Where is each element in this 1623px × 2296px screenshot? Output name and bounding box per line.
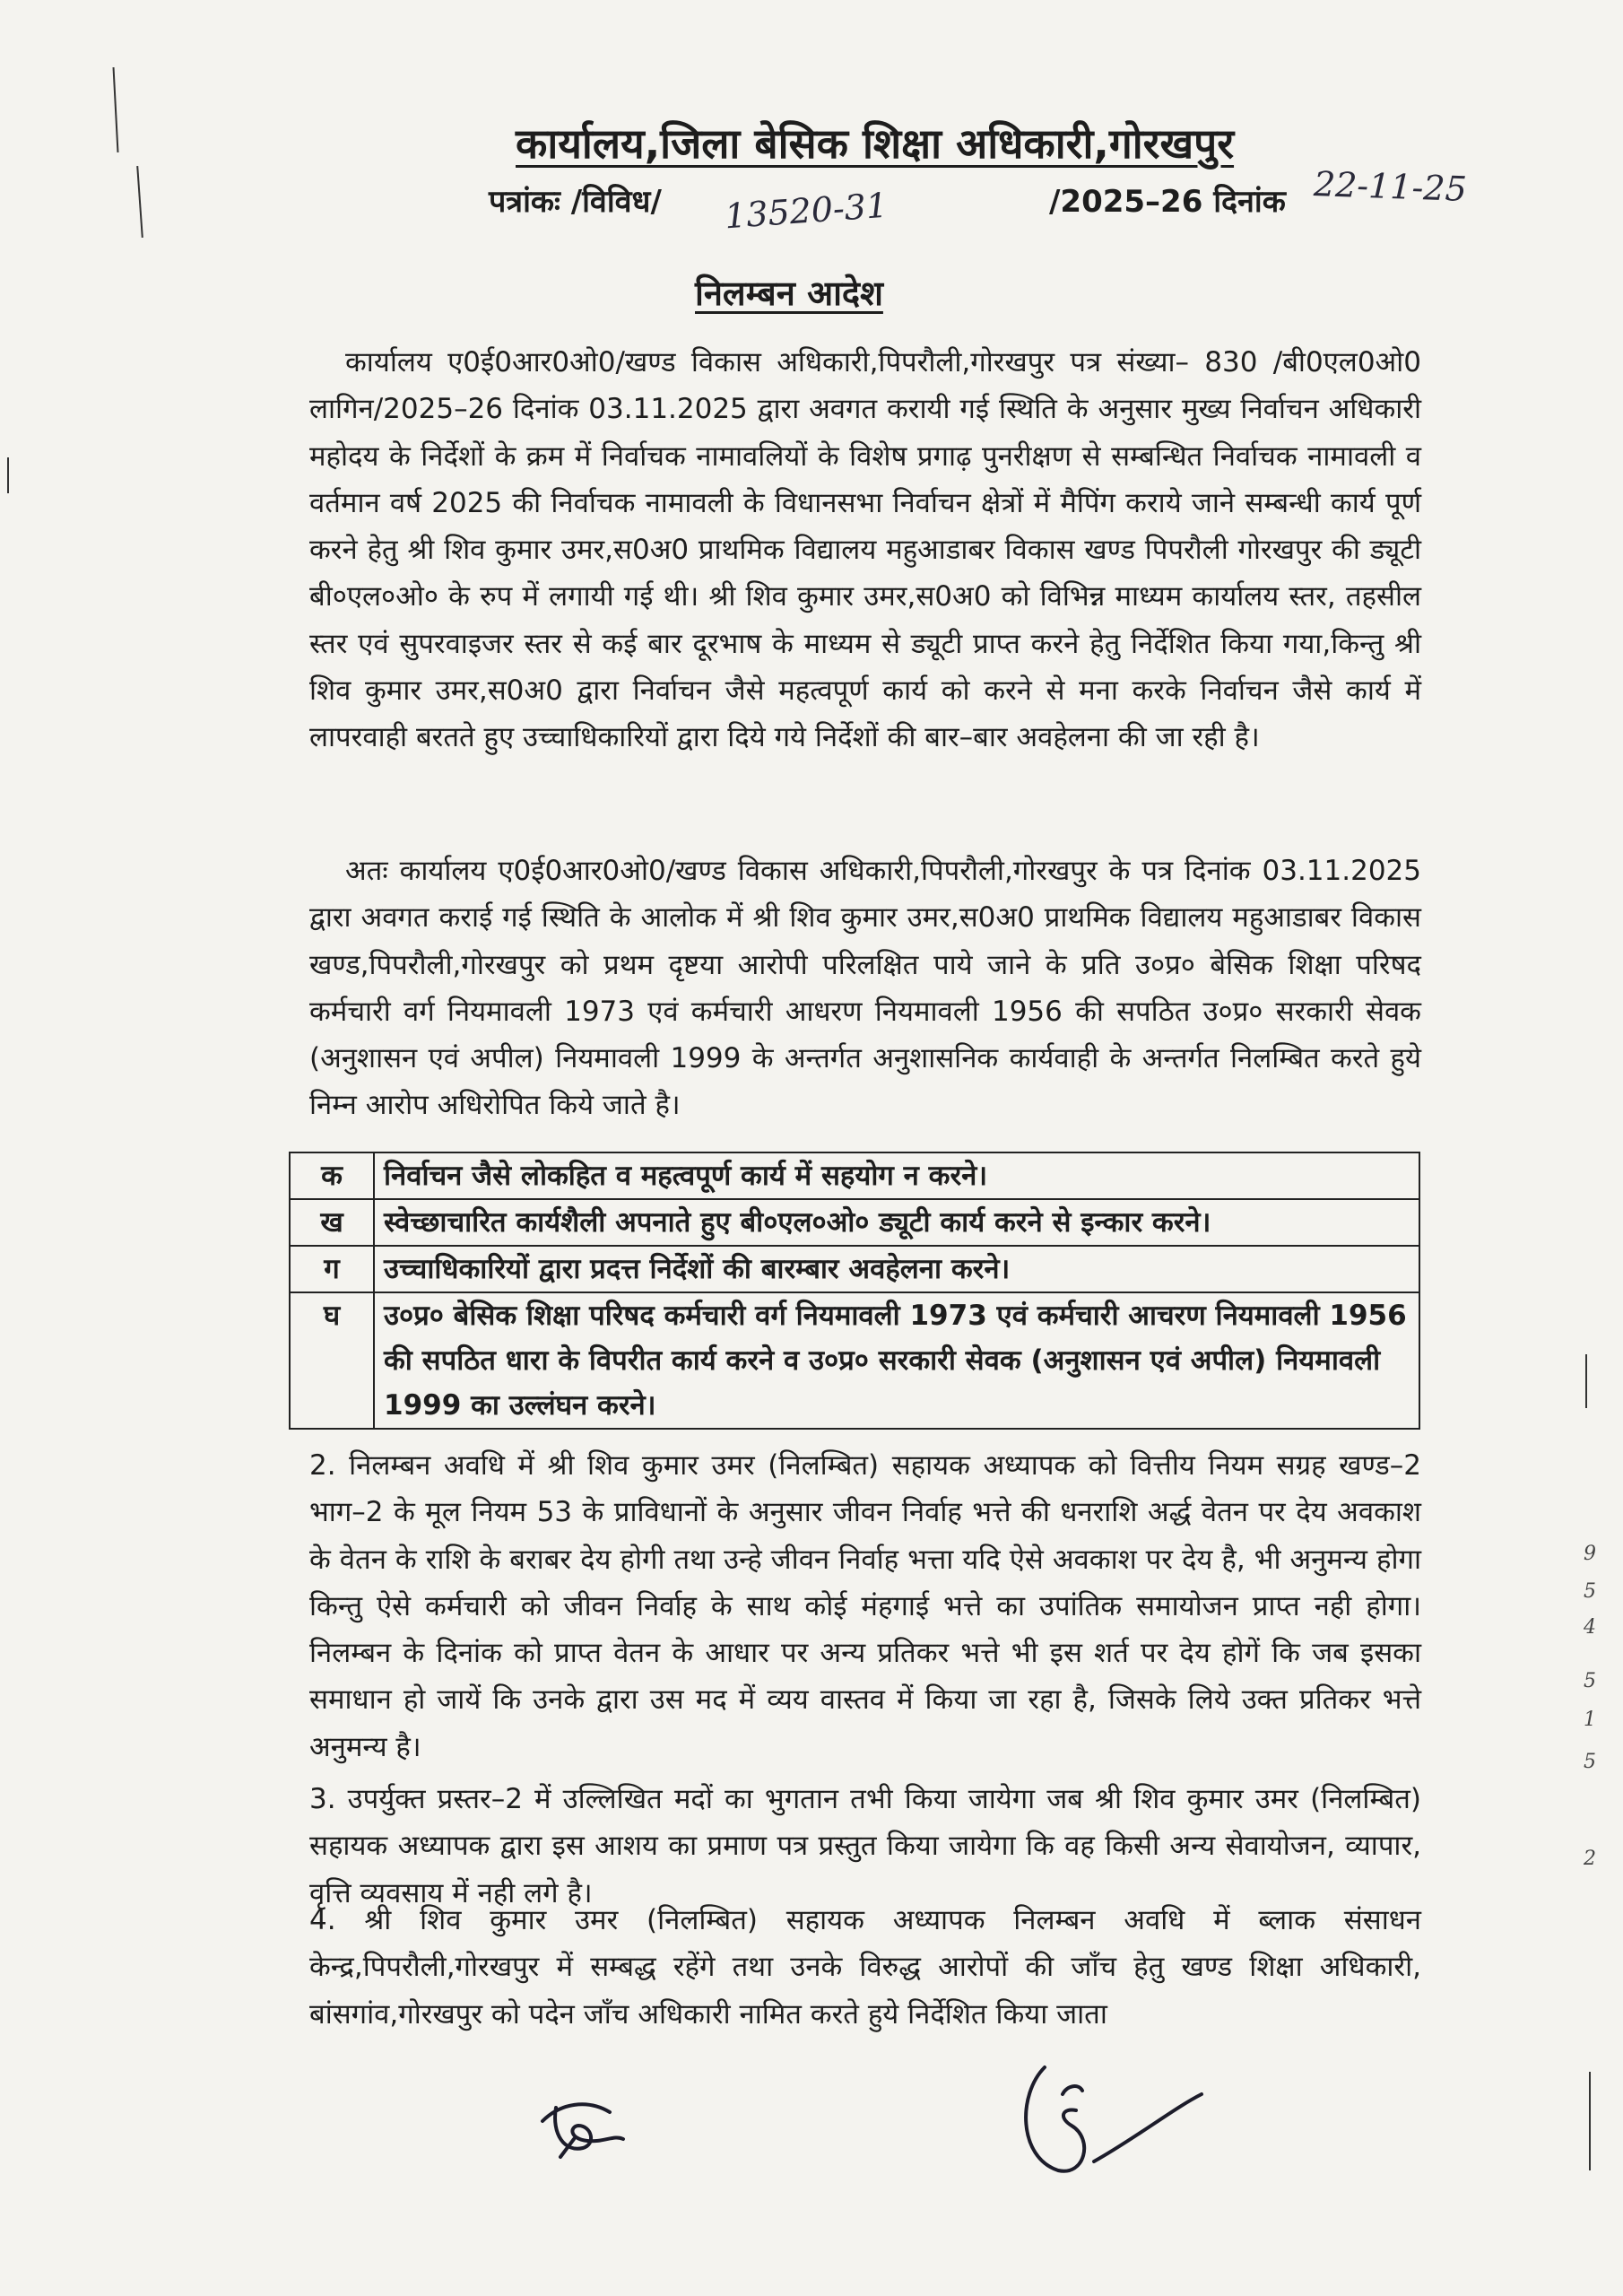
margin-mark: 9 <box>1584 1543 1596 1565</box>
margin-mark: 4 <box>1584 1616 1596 1639</box>
charges-table <box>289 1152 1420 1430</box>
reference-suffix: /2025–26 दिनांक <box>1049 184 1286 220</box>
binding-mark <box>7 457 9 493</box>
charge-text: निर्वाचन जैसे लोकहित व महत्वपूर्ण कार्य में सहयोग न करने। <box>374 1152 1419 1199</box>
binding-mark <box>1585 1354 1587 1408</box>
charge-text: उ०प्र० बेसिक शिक्षा परिषद कर्मचारी वर्ग नियमावली 1973 एवं कर्मचारी आचरण नियमावली 1956 की सपठित धारा के विपरीत कार्य करने व उ०प्र० सरकारी सेवक (अनुशासन एवं अपील) नियमावली 1999 का उल्लंघन करने। <box>374 1292 1419 1429</box>
paragraph-payment-condition: 3. उपर्युक्त प्रस्तर–2 में उल्लिखित मदों का भुगतान तभी किया जायेगा जब श्री शिव कुमार उमर (निलम्बित) सहायक अध्यापक द्वारा इस आशय का प्रमाण पत्र प्रस्तुत किया जायेगा कि वह किसी अन्य सेवायोजन, व्यापार, वृत्ति व्यवसाय में नही लगे है। <box>309 1783 1421 1909</box>
margin-mark: 5 <box>1584 1580 1596 1603</box>
binding-mark <box>113 67 119 152</box>
binding-mark <box>1589 2072 1591 2170</box>
charge-key: ख <box>290 1199 374 1246</box>
charge-text: उच्चाधिकारियों द्वारा प्रदत्त निर्देशों की बारम्बार अवहेलना करने। <box>374 1246 1419 1292</box>
charge-key: क <box>290 1152 374 1199</box>
charge-text: स्वेच्छाचारित कार्यशैली अपनाते हुए बी०एल०ओ० ड्यूटी कार्य करने से इन्कार करने। <box>374 1199 1419 1246</box>
office-title: कार्यालय,जिला बेसिक शिक्षा अधिकारी,गोरखपुर <box>516 119 1235 168</box>
margin-mark: 5 <box>1584 1751 1596 1773</box>
charge-key: घ <box>290 1292 374 1429</box>
charge-row <box>290 1292 1419 1429</box>
paragraph-allowance: 2. निलम्बन अवधि में श्री शिव कुमार उमर (निलम्बित) सहायक अध्यापक को वित्तीय नियम सग्रह खण्ड–2 भाग–2 के मूल नियम 53 के प्राविधानों के अनुसार जीवन निर्वाह भत्ते की धनराशि अर्द्ध वेतन पर देय अवकाश के वेतन के राशि के बराबर देय होगी तथा उन्हे जीवन निर्वाह भत्ता यदि ऐसे अवकाश पर देय है, भी अनुमन्य होगा किन्तु ऐसे कर्मचारी को जीवन निर्वाह के साथ कोई मंहगाई भत्ते का उपांतिक समायोजन प्राप्त नही होगा। निलम्बन के दिनांक को प्राप्त वेतन के आधार पर अन्य प्रतिकर भत्ते भी इस शर्त पर देय होगें कि जब इसका समाधान हो जायें कि उनके द्वारा उस मद में व्यय वास्तव में किया जा रहा है, जिसके लिये उक्त प्रतिकर भत्ते अनुमन्य है। <box>309 1449 1421 1763</box>
date-handwritten: 22-11-25 <box>1313 164 1468 209</box>
charge-key: ग <box>290 1246 374 1292</box>
margin-mark: 5 <box>1584 1670 1596 1692</box>
paragraph-suspension: अतः कार्यालय ए0ई0आर0ओ0/खण्ड विकास अधिकारी,पिपरौली,गोरखपुर के पत्र दिनांक 03.11.2025 द्वारा अवगत कराई गई स्थिति के आलोक में श्री शिव कुमार उमर,स0अ0 प्राथमिक विद्यालय महुआडाबर विकास खण्ड,पिपरौली,गोरखपुर को प्रथम दृष्टया आरोपी परिलक्षित पाये जाने के प्रति उ०प्र० बेसिक शिक्षा परिषद कर्मचारी वर्ग नियमावली 1973 एवं कर्मचारी आधरण नियमावली 1956 की सपठित उ०प्र० सरकारी सेवक (अनुशासन एवं अपील) नियमावली 1999 के अन्तर्गत अनुशासनिक कार्यवाही के अन्तर्गत निलम्बित करते हुये निम्न आरोप अधिरोपित किये जाते है। <box>309 855 1421 1122</box>
reference-prefix: पत्रांकः /विविध/ <box>489 184 662 220</box>
paragraph-attachment: 4. श्री शिव कुमार उमर (निलम्बित) सहायक अध्यापक निलम्बन अवधि में ब्लाक संसाधन केन्द्र,पिपरौली,गोरखपुर में सम्बद्ध रहेंगे तथा उनके विरुद्ध आरोपों की जाँच हेतु खण्ड शिक्षा अधिकारी, बांसगांव,गोरखपुर को पदेन जाँच अधिकारी नामित करते हुये निर्देशित किया जाता <box>309 1904 1421 2031</box>
margin-mark: 2 <box>1584 1848 1596 1870</box>
order-title: निलम्बन आदेश <box>695 274 883 313</box>
charge-row <box>290 1246 1419 1292</box>
binding-mark <box>136 166 143 238</box>
initial-signature <box>534 2085 632 2166</box>
reference-number-handwritten: 13520-31 <box>723 185 890 237</box>
charge-row <box>290 1152 1419 1199</box>
officer-signature <box>1009 2031 1215 2184</box>
charge-row <box>290 1199 1419 1246</box>
margin-mark: 1 <box>1584 1709 1596 1731</box>
paragraph-background: कार्यालय ए0ई0आर0ओ0/खण्ड विकास अधिकारी,पिपरौली,गोरखपुर पत्र संख्या– 830 /बी0एल0ओ0 लागिन/2025–26 दिनांक 03.11.2025 द्वारा अवगत करायी गई स्थिति के अनुसार मुख्य निर्वाचन अधिकारी महोदय के निर्देशों के क्रम में निर्वाचक नामावलियों के विशेष प्रगाढ़ पुनरीक्षण से सम्बन्धित निर्वाचक नामावली व वर्तमान वर्ष 2025 की निर्वाचक नामावली के विधानसभा निर्वाचन क्षेत्रों में मैपिंग कराये जाने सम्बन्धी कार्य पूर्ण करने हेतु श्री शिव कुमार उमर,स0अ0 प्राथमिक विद्यालय महुआडाबर विकास खण्ड पिपरौली गोरखपुर की ड्यूटी बी०एल०ओ० के रुप में लगायी गई थी। श्री शिव कुमार उमर,स0अ0 को विभिन्न माध्यम कार्यालय स्तर, तहसील स्तर एवं सुपरवाइजर स्तर से कई बार दूरभाष के माध्यम से ड्यूटी प्राप्त करने हेतु निर्देशित किया गया,किन्तु श्री शिव कुमार उमर,स0अ0 द्वारा निर्वाचन जैसे महत्वपूर्ण कार्य को करने से मना करके निर्वाचन जैसे कार्य में लापरवाही बरतते हुए उच्चाधिकारियों द्वारा दिये गये निर्देशों की बार–बार अवहेलना की जा रही है। <box>309 346 1421 754</box>
